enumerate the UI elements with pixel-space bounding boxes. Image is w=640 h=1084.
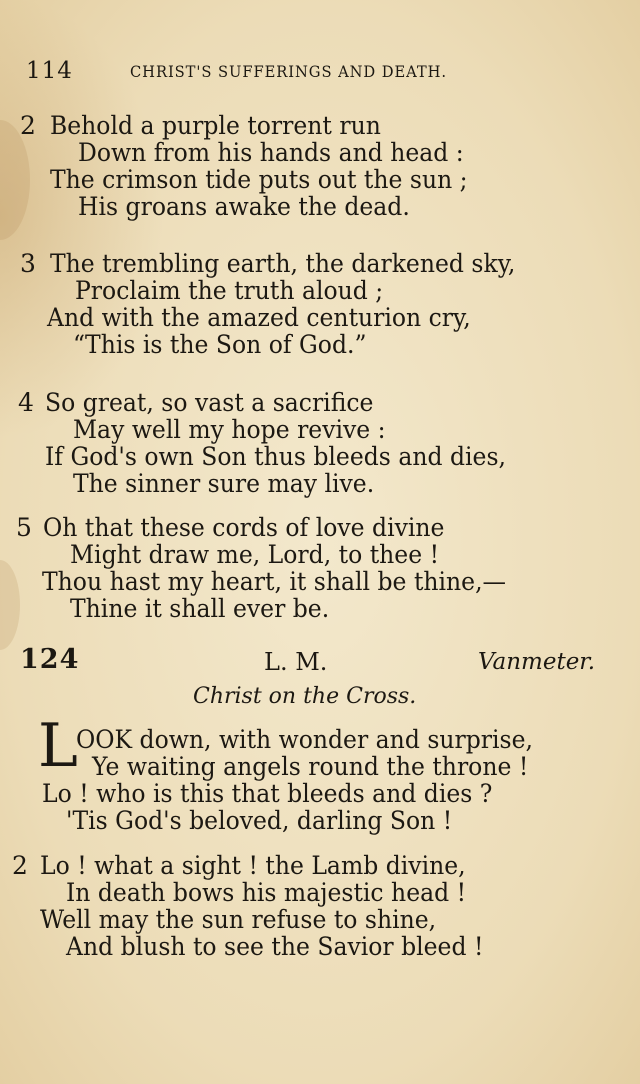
verse-number: 3 (20, 249, 36, 278)
verse-line: The crimson tide puts out the sun ; (50, 165, 468, 194)
verse-line: Oh that these cords of love divine (43, 513, 445, 542)
verse-line: If God's own Son thus bleeds and dies, (45, 442, 506, 471)
hymn-title: Christ on the Cross. (193, 684, 417, 709)
verse-line: Proclaim the truth aloud ; (75, 276, 384, 305)
hymn-number: 124 (20, 644, 80, 675)
verse-line: Well may the sun refuse to shine, (40, 905, 437, 934)
verse-line: The sinner sure may live. (73, 469, 375, 498)
verse-line: Down from his hands and head : (78, 138, 464, 167)
verse-line: And with the amazed centurion cry, (47, 303, 471, 332)
verse-line: And blush to see the Savior bleed ! (66, 932, 484, 961)
verse-line: 'Tis God's beloved, darling Son ! (66, 806, 453, 835)
drop-cap: L (38, 711, 78, 781)
verse-number: 2 (20, 111, 36, 140)
hymn-meter: L. M. (264, 648, 328, 676)
tune-name: Vanmeter. (478, 649, 596, 675)
verse-line: May well my hope revive : (73, 415, 386, 444)
verse-line: Ye waiting angels round the throne ! (92, 752, 529, 781)
verse-line: Thine it shall ever be. (70, 594, 330, 623)
verse-line: His groans awake the dead. (78, 192, 410, 221)
verse-number: 2 (12, 851, 28, 880)
verse-line: In death bows his majestic head ! (66, 878, 467, 907)
verse-line: Thou hast my heart, it shall be thine,— (42, 567, 507, 596)
verse-number: 5 (16, 513, 32, 542)
verse-line: OOK down, with wonder and surprise, (76, 725, 534, 754)
running-title: CHRIST'S SUFFERINGS AND DEATH. (130, 62, 447, 81)
verse-line: The trembling earth, the darkened sky, (50, 249, 516, 278)
page-number: 114 (26, 58, 73, 84)
paper-stain (0, 560, 20, 650)
verse-line: “This is the Son of God.” (73, 330, 367, 359)
verse-line: Might draw me, Lord, to thee ! (70, 540, 440, 569)
verse-line: Behold a purple torrent run (50, 111, 381, 140)
verse-number: 4 (18, 388, 34, 417)
verse-line: Lo ! what a sight ! the Lamb divine, (40, 851, 466, 880)
verse-line: So great, so vast a sacrifice (45, 388, 374, 417)
verse-line: Lo ! who is this that bleeds and dies ? (42, 779, 493, 808)
